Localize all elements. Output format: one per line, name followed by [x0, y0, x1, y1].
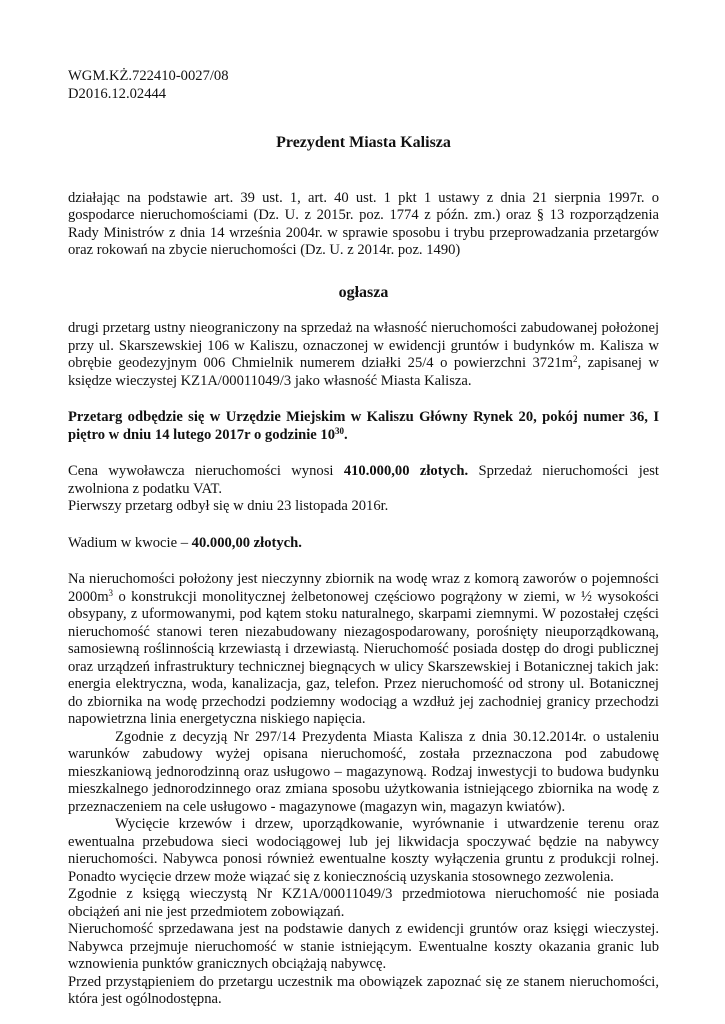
announce-heading: ogłasza [338, 283, 389, 301]
description-paragraph [68, 571, 659, 729]
subject-paragraph [68, 320, 659, 390]
document-title: Prezydent Miasta Kalisza [276, 134, 451, 151]
deposit-paragraph [68, 535, 659, 553]
area-unit-superscript: 2 [573, 354, 578, 364]
subject-text-end: , zapisanej w księdze wieczystej KZ1A/00011049/3 jako własność Miasta Kalisza. [68, 355, 659, 389]
price-paragraph [68, 463, 659, 498]
clearing-paragraph: Wycięcie krzewów i drzew, uporządkowanie, wyrównanie i utwardzenie terenu oraz ewentualna przebudowa sieci wodociągowej lub jej likwidacja spoczywać będzie na nabywcy nieruchomości. Nabywca ponosi również ewentualne koszty wyłączenia gruntu z produkcji rolnej. Ponadto wycięcie drzew może wiązać się z koniecznością uzyskania stosownego zezwolenia. [68, 816, 659, 885]
subject-text: drugi przetarg ustny nieograniczony na sprzedaż na własność nieruchomości zabudowanej położonej przy ul. Skarszewskiej 106 w Kaliszu, oznaczonej w ewidencji gruntów i budynków m. Kalisza w obrębie geodezyjnym 006 Chmielnik numerem działki 25/4 o powierzchni 3721m [68, 320, 659, 371]
auction-text: Przetarg odbędzie się w Urzędzie Miejskim w Kaliszu Główny Rynek 20, pokój numer 36, I piętro w dniu 14 lutego 2017r o godzinie 10 [68, 409, 659, 443]
first-auction-note: Pierwszy przetarg odbył się w dniu 23 listopada 2016r. [68, 498, 389, 514]
price-block [68, 463, 659, 516]
zoning-paragraph: Zgodnie z decyzją Nr 297/14 Prezydenta Miasta Kalisza z dnia 30.12.2014r. o ustaleniu warunków zabudowy wyżej opisana nieruchomość, została przeznaczona pod zabudowę mieszkaniową jednorodzinną oraz usługowo – magazynową. Rodzaj inwestycji to budowa budynku mieszkalnego jednorodzinnego oraz zmiana sposobu użytkowania istniejącego zbiornika na wodę z przeznaczeniem na cele usługowo - magazynowe (magazyn win, magazyn kwiatów). [68, 728, 659, 815]
legal-basis-paragraph: działając na podstawie art. 39 ust. 1, art. 40 ust. 1 pkt 1 ustawy z dnia 21 sierpnia 1997r. o gospodarce nieruchomościami (Dz. U. z 2015r. poz. 1774 z późn. zm.) oraz § 13 rozporządzenia Rady Ministrów z dnia 14 września 2004r. w sprawie sposobu i trybu przeprowadzania przetargów oraz rokowań na zbycie nieruchomości (Dz. U. z 2014r. poz. 1490) [68, 189, 659, 258]
auction-text-end: . [344, 426, 348, 443]
obligation-paragraph: Przed przystąpieniem do przetargu uczestnik ma obowiązek zapoznać się ze stanem nieruchomości, która jest ogólnodostępna. [68, 973, 659, 1007]
case-number: WGM.KŻ.722410-0027/08 [68, 68, 229, 84]
deposit-lead: Wadium w kwocie – [68, 534, 192, 551]
description-text-end: o konstrukcji monolitycznej żelbetonowej częściowo pogrążony w ziemi, w ½ wysokości obsypany, z uformowanymi, pod kątem stoku naturalnego, skarpami ziemnymi. W pozostałej części nieruchomość stanowi teren niezabudowany niezagospodarowany, porośnięty nieuporządkowaną, samosiewną roślinnością krzewiastą i drzewiastą. Nieruchomość posiada dostęp do drogi publicznej oraz urządzeń infrastruktury technicznej biegnących w ulicy Skarszewskiej i Botanicznej takich jak: energia elektryczna, woda, kanalizacja, gaz, telefon. Przez nieruchomość od strony ul. Botanicznej do zbiornika na wodę przechodzi podziemny wodociąg a wzdłuż jej zachodniej granicy przechodzi napowietrzna linia energetyczna niskiego napięcia. [68, 588, 659, 727]
volume-unit-superscript: 3 [108, 587, 114, 598]
condition-paragraph: Nieruchomość sprzedawana jest na podstawie danych z ewidencji gruntów oraz księgi wieczystej. Nabywca przejmuje nieruchomość w stanie istniejącym. Ewentualne koszty okazania granic lub wznowienia punktów granicznych obciążają nabywcę. [68, 921, 659, 972]
auction-time-superscript: 30 [335, 425, 345, 436]
price-lead: Cena wywoławcza nieruchomości wynosi [68, 463, 344, 479]
reference-block [68, 68, 659, 103]
price-tail: Sprzedaż nieruchomości jest zwolniona z podatku VAT. [68, 463, 659, 497]
document-number: D2016.12.02444 [68, 85, 167, 102]
auction-paragraph [68, 409, 659, 444]
price-amount: 410.000,00 złotych. [343, 463, 469, 479]
deposit-amount: 40.000,00 złotych. [191, 534, 302, 551]
description-text: Na nieruchomości położony jest nieczynny zbiornik na wodę wraz z komorą zaworów o pojemności 2000m [68, 571, 659, 605]
land-register-paragraph: Zgodnie z księgą wieczystą Nr KZ1A/00011049/3 przedmiotowa nieruchomość nie posiada obciążeń ani nie jest przedmiotem zobowiązań. [68, 886, 659, 920]
